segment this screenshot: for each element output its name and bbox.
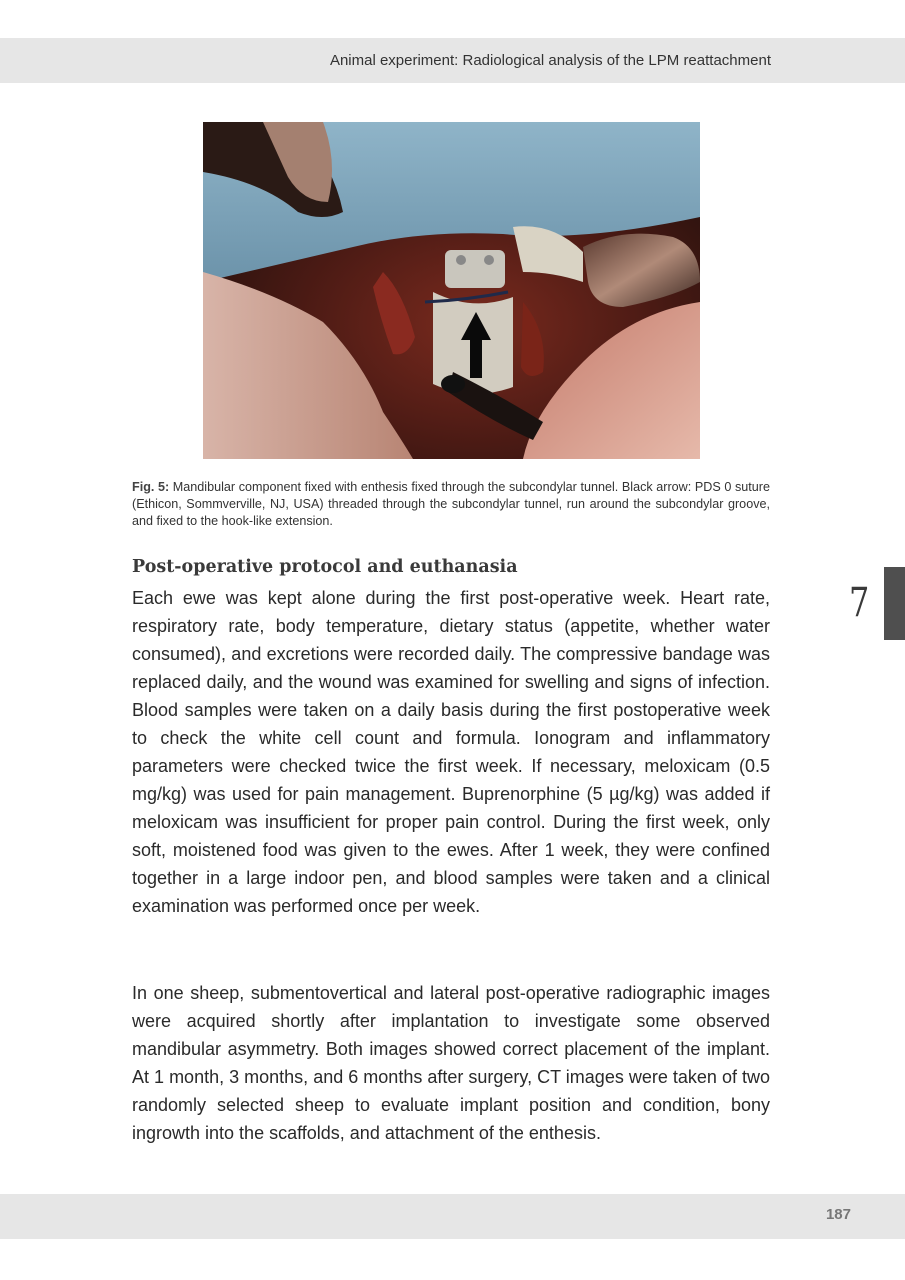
header-band — [0, 38, 905, 83]
body-paragraph: Each ewe was kept alone during the first post-operative week. Heart rate, respiratory rate, body temperature, dietary status (appetite, whether water consumed), and excretions were recorded daily. The compressive bandage was replaced daily, and the wound was examined for swelling and signs of infection. Blood samples were taken on a daily basis during the first postoperative week to check the white cell count and formula. Ionogram and inflammatory parameters were checked twice the first week. If necessary, meloxicam (0.5 mg/kg) was used for pain management. Buprenorphine (5 µg/kg) was added if meloxicam was insufficient for proper pain control. During the first week, only soft, moistened food was given to the ewes. After 1 week, they were confined together in a large indoor pen, and blood samples were taken and a clinical examination was performed once per week. — [132, 588, 770, 916]
surgical-photo — [203, 122, 700, 459]
figure-caption-label: Fig. 5: — [132, 480, 170, 494]
chapter-number: 7 — [849, 580, 870, 626]
figure-caption — [132, 479, 770, 530]
body-paragraph: In one sheep, submentovertical and lateral post-operative radiographic images were acquired shortly after implantation to investigate some observed mandibular asymmetry. Both images showed correct placement of the implant. At 1 month, 3 months, and 6 months after surgery, CT images were taken of two randomly selected sheep to evaluate implant position and condition, bony ingrowth into the scaffolds, and attachment of the enthesis. — [132, 983, 770, 1143]
footer-band — [0, 1194, 905, 1239]
chapter-tab-marker — [884, 567, 905, 640]
page-number: 187 — [825, 1206, 851, 1223]
figure-caption-text: Mandibular component fixed with enthesis fixed through the subcondylar tunnel. Black arrow: PDS 0 suture (Ethicon, Sommverville, NJ, USA) threaded through the subcondylar tunnel, run around the subcondylar groove, and fixed to the hook-like extension. — [132, 480, 770, 528]
running-title: Animal experiment: Radiological analysis of the LPM reattachment — [329, 52, 771, 69]
section-heading: Post-operative protocol and euthanasia — [132, 557, 518, 577]
